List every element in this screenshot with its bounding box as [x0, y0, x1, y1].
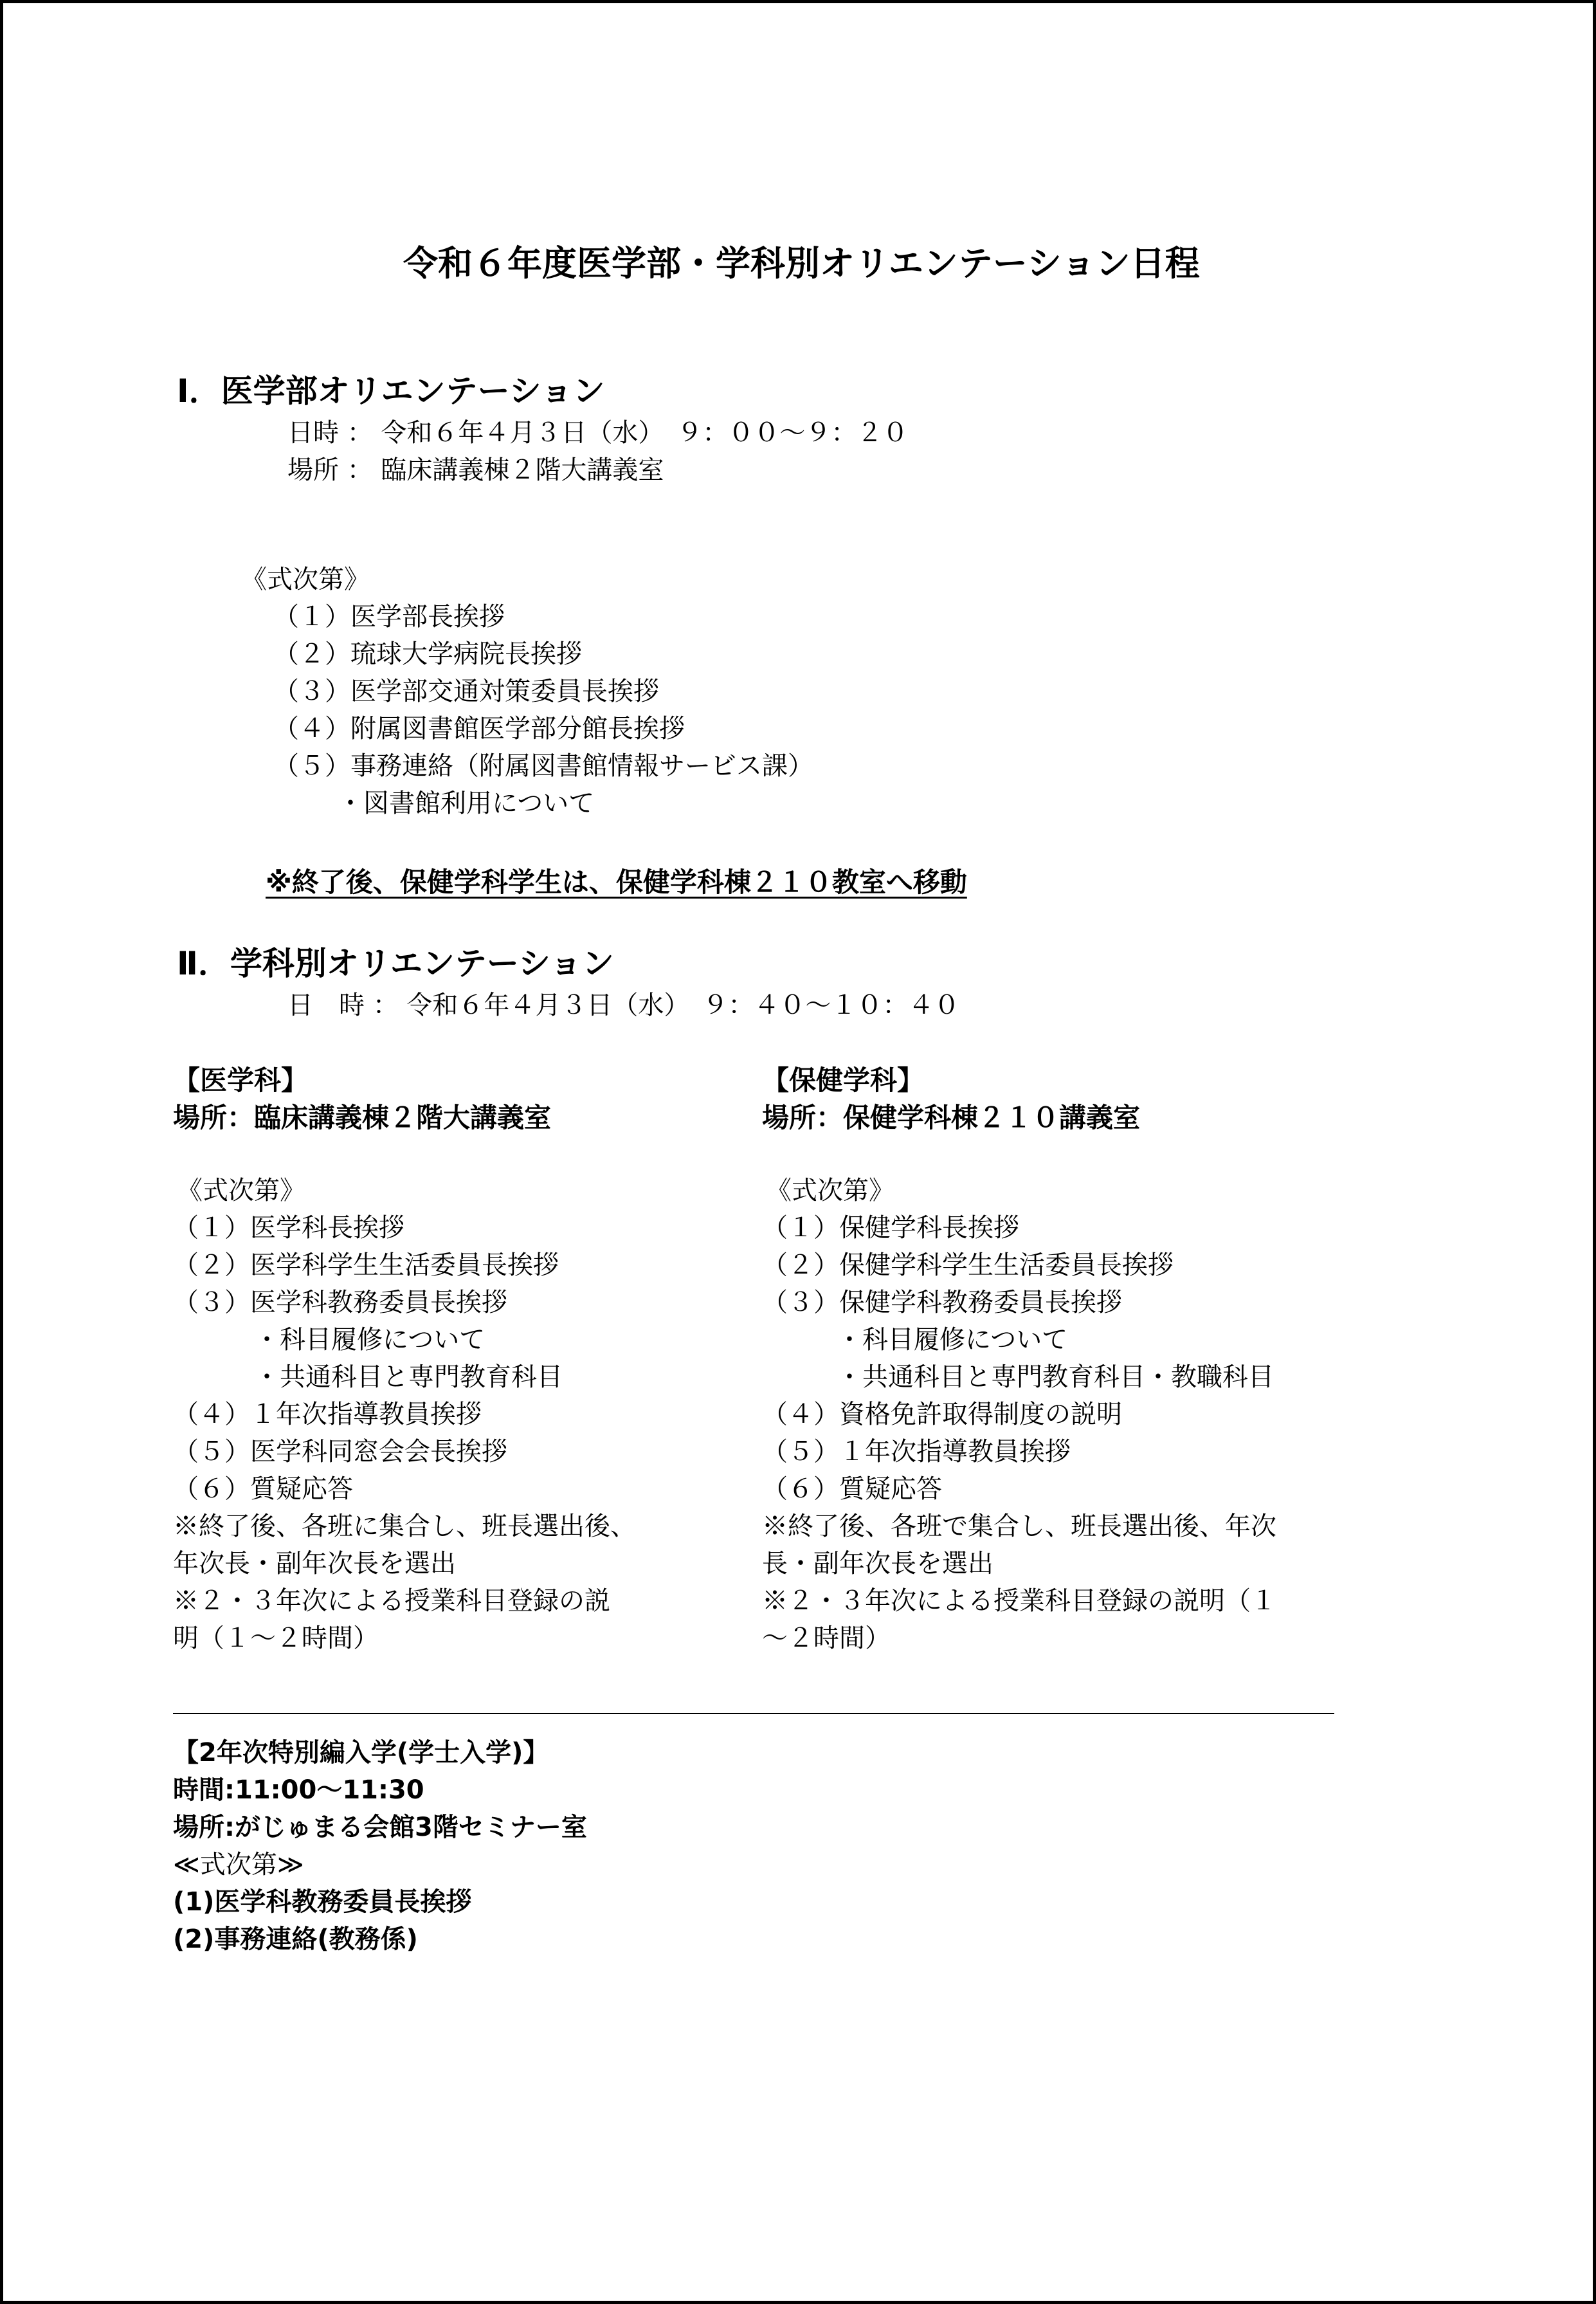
section1-heading: Ⅰ．医学部オリエンテーション — [177, 372, 605, 410]
medicine-label: 【医学科】 — [173, 1065, 309, 1096]
medicine-line: ・共通科目と専門教育科目 — [254, 1362, 563, 1392]
section1-datetime: 日時 ： 令和６年４月３日（水） ９：００～９：２０ — [287, 418, 909, 448]
medicine-line: （５）医学科同窓会会長挨拶 — [173, 1437, 507, 1467]
program-item: （４）附属図書館医学部分館長挨拶 — [273, 714, 685, 744]
medicine-line: （６）質疑応答 — [173, 1474, 353, 1504]
health-line: （６）質疑応答 — [762, 1474, 942, 1504]
health-line: （２）保健学科学生生活委員長挨拶 — [762, 1250, 1174, 1280]
section2-heading: Ⅱ．学科別オリエンテーション — [177, 945, 614, 982]
special-line: (1)医学科教務委員長挨拶 — [173, 1887, 472, 1917]
section-divider — [173, 1713, 1334, 1714]
medicine-line: （２）医学科学生生活委員長挨拶 — [173, 1250, 559, 1280]
medicine-line: ・科目履修について — [254, 1325, 485, 1355]
medicine-program-heading: 《式次第》 — [177, 1176, 305, 1205]
program-item: （３）医学部交通対策委員長挨拶 — [273, 677, 659, 706]
medicine-line: （３）医学科教務委員長挨拶 — [173, 1288, 507, 1317]
medicine-line: 明（１～２時間） — [173, 1623, 379, 1653]
health-line: 長・副年次長を選出 — [762, 1549, 993, 1578]
health-line: ～２時間） — [762, 1623, 891, 1653]
health-line: ※終了後、各班で集合し、班長選出後、年次 — [762, 1512, 1276, 1541]
medicine-place: 場所：臨床講義棟２階大講義室 — [173, 1102, 552, 1133]
program-subitem: ・図書館利用について — [338, 789, 595, 818]
special-place: 場所:がじゅまる会館3階セミナー室 — [173, 1813, 587, 1842]
health-label: 【保健学科】 — [762, 1065, 925, 1096]
health-line: ・科目履修について — [837, 1325, 1068, 1355]
health-place: 場所：保健学科棟２１０講義室 — [762, 1102, 1141, 1133]
medicine-line: （４）１年次指導教員挨拶 — [173, 1400, 482, 1429]
special-time: 時間:11:00～11:30 — [173, 1775, 424, 1805]
section1-place: 場所 ： 臨床講義棟２階大講義室 — [287, 455, 664, 485]
medicine-line: 年次長・副年次長を選出 — [173, 1549, 456, 1578]
health-line: （３）保健学科教務委員長挨拶 — [762, 1288, 1122, 1317]
page-title: 令和６年度医学部・学科別オリエンテーション日程 — [403, 243, 1200, 284]
special-line: (2)事務連絡(教務係) — [173, 1925, 418, 1954]
section1-notice: ※終了後、保健学科学生は、保健学科棟２１０教室へ移動 — [266, 866, 967, 898]
program-item: （２）琉球大学病院長挨拶 — [273, 639, 582, 669]
health-line: （４）資格免許取得制度の説明 — [762, 1400, 1122, 1429]
program-item: （１）医学部長挨拶 — [273, 602, 505, 632]
health-line: （５）１年次指導教員挨拶 — [762, 1437, 1071, 1467]
section2-datetime: 日 時 ： 令和６年４月３日（水） ９：４０～１０：４０ — [287, 991, 960, 1020]
special-program-heading: ≪式次第≫ — [173, 1850, 304, 1879]
special-label: 【2年次特別編入学(学士入学)】 — [173, 1738, 549, 1768]
medicine-line: （１）医学科長挨拶 — [173, 1213, 404, 1243]
health-line: ※２・３年次による授業科目登録の説明（１ — [762, 1586, 1276, 1616]
program-item: （５）事務連絡（附属図書館情報サービス課） — [273, 751, 813, 781]
section1-program-heading: 《式次第》 — [241, 565, 370, 594]
health-line: ・共通科目と専門教育科目・教職科目 — [837, 1362, 1274, 1392]
health-line: （１）保健学科長挨拶 — [762, 1213, 1019, 1243]
health-program-heading: 《式次第》 — [766, 1176, 894, 1205]
medicine-line: ※２・３年次による授業科目登録の説 — [173, 1586, 610, 1616]
medicine-line: ※終了後、各班に集合し、班長選出後、 — [173, 1512, 636, 1541]
